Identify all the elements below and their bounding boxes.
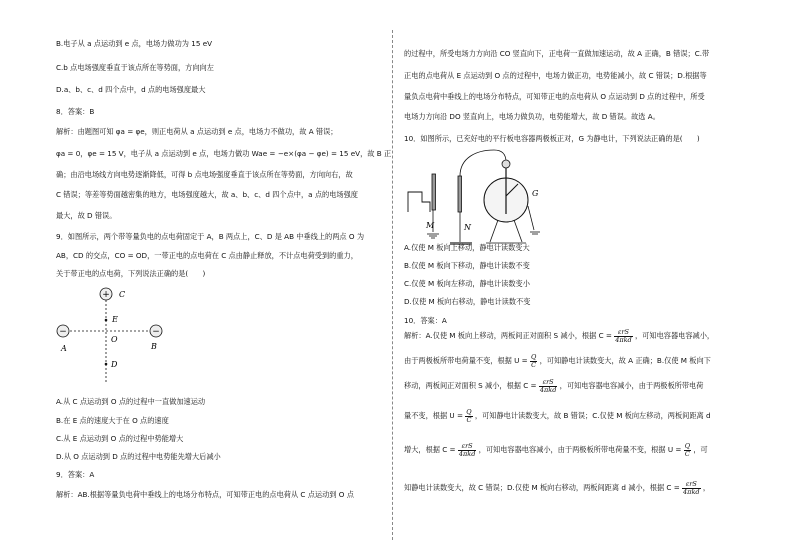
capacitance-formula: $\frac{\text{εrS}}{\text{4πkd}}$: [539, 378, 557, 394]
voltage-formula: $\frac{Q}{C}$: [530, 353, 537, 369]
option-a-q10: A.仅使 M 板向上移动，静电计读数变大: [404, 243, 530, 252]
plate-n: [458, 176, 462, 212]
question-9-line: 9．如图所示，两个带等量负电的点电荷固定于 A，B 两点上，C、D 是 AB 中垂线上的两点 O 为: [56, 232, 365, 241]
explanation-10-line: 增大，根据 C = $\frac{\text{εrS}}{\text{4πkd}}$ ，可知电容器电容减小，由于两极板所带电荷量不变，根据 U = $\frac{Q}{C}$ ，可: [404, 442, 708, 458]
plus-sign: +: [102, 290, 110, 300]
capacitor-figure: [406, 144, 556, 256]
point-e: [105, 319, 108, 322]
explanation-9-cont: 正电的点电荷从 E 点运动到 O 点的过程中，电场力做正功，电势能减小，故 C 错误；D.根据等: [404, 71, 707, 80]
explanation-9-cont: 量负点电荷中垂线上的电场分布特点，可知带正电的点电荷从 O 点运动到 D 点的过程中，所受: [404, 92, 705, 101]
column-divider: [392, 30, 393, 540]
question-9-line: 关于带正电的点电荷，下列说法正确的是( ): [56, 269, 206, 278]
explanation-10-line: 移动，两板间正对面积 S 减小，根据 C = $\frac{\text{εrS}}{\text{4πkd}}$ ，可知电容器电容减小，由于两极板所带电荷: [404, 378, 704, 394]
option-b-q9: B.在 E 点的速度大于在 O 点的速度: [56, 416, 169, 425]
answer-9: 9．答案：A: [56, 470, 95, 479]
capacitance-formula: $\frac{\text{εrS}}{\text{4πkd}}$: [615, 328, 632, 344]
option-c-q7: C.b 点电场强度垂直于该点所在等势面，方向向左: [56, 63, 214, 72]
explanation-10-line: 解析：A.仅使 M 板向上移动，两板间正对面积 S 减小，根据 C = $\frac{\text{εrS}}{\text{4πkd}}$ ，可知电容器电容减小，: [404, 328, 715, 344]
option-d-q9: D.从 O 点运动到 D 点的过程中电势能先增大后减小: [56, 452, 221, 461]
voltage-formula: $\frac{Q}{C}$: [466, 408, 472, 424]
option-c-q10: C.仅使 M 板向左移动，静电计读数变小: [404, 279, 530, 288]
label-n: N: [464, 223, 471, 232]
label-o: O: [111, 335, 118, 344]
charge-diagram: [56, 284, 186, 394]
option-d-q7: D.a、b、c、d 四个点中，d 点的电场强度最大: [56, 85, 206, 94]
question-10: 10．如图所示，已充好电的平行板电容器两极板正对，G 为静电计，下列说法正确的是( ): [404, 134, 700, 143]
minus-sign: −: [152, 327, 160, 337]
explanation-8-line: 解析：由题图可知 φa = φe，则正电荷从 a 点运动到 e 点，电场力不做功，故 A 错误；: [56, 127, 338, 136]
explanation-8-line: C 错误；等差等势面越密集的地方，电场强度越大，故 a、b、c、d 四个点中，a 点的电场强度: [56, 190, 358, 199]
explanation-10-line: 由于两极板所带电荷量不变，根据 U = $\frac{Q}{C}$ ，可知静电计读数变大，故 A 正确；B.仅使 M 板向下: [404, 353, 711, 369]
option-a-q9: A.从 C 点运动到 O 点的过程中一直做加速运动: [56, 397, 206, 406]
answer-10: 10．答案：A: [404, 316, 447, 325]
point-d: [105, 363, 108, 366]
connecting-wire: [460, 150, 506, 176]
explanation-8-line: φa = 0，φe = 15 V，电子从 a 点运动到 e 点，电场力做功 Wae = −e×(φa − φe) = 15 eV，故 B 正: [56, 149, 392, 158]
answer-8: 8．答案：B: [56, 107, 95, 116]
explanation-10-line: 量不变，根据 U = $\frac{Q}{C}$ ，可知静电计读数变大，故 B 错误；C.仅使 M 板向左移动，两板间距离 d: [404, 408, 711, 424]
capacitance-formula: $\frac{\text{εrS}}{\text{4πkd}}$: [458, 442, 476, 458]
option-b-q10: B.仅使 M 板向下移动，静电计读数不变: [404, 261, 530, 270]
label-b: B: [151, 342, 157, 351]
voltage-formula: $\frac{Q}{C}$: [684, 442, 691, 458]
label-g: G: [532, 189, 539, 198]
explanation-9-cont: 电场力方向沿 DO 竖直向上，电场力做负功，电势能增大，故 D 错误。故选 A。: [404, 112, 660, 121]
capacitance-formula: $\frac{\text{εrS}}{\text{4πkd}}$: [683, 480, 700, 496]
minus-sign: −: [59, 327, 67, 337]
explanation-8-line: 确；由沿电场线方向电势逐渐降低，可得 b 点电场强度垂直于该点所在等势面，方向向右，故: [56, 170, 353, 179]
plate-m: [432, 174, 436, 210]
option-d-q10: D.仅使 M 板向右移动，静电计读数不变: [404, 297, 531, 306]
explanation-8-line: 最大，故 D 错误。: [56, 211, 117, 220]
label-e: E: [112, 315, 118, 324]
explanation-9-cont: 的过程中，所受电场力方向沿 CO 竖直向下，正电荷一直做加速运动，故 A 正确，B 错误；C.带: [404, 49, 710, 58]
hand-outline: [408, 192, 430, 212]
label-m: M: [426, 221, 435, 230]
option-c-q9: C.从 E 点运动到 O 点的过程中势能增大: [56, 434, 184, 443]
explanation-9-line: 解析：AB.根据等量负电荷中垂线上的电场分布特点，可知带正电的点电荷从 C 点运动到 O 点: [56, 490, 354, 499]
option-b-q7: B.电子从 a 点运动到 e 点，电场力做功为 15 eV: [56, 39, 213, 48]
explanation-10-line: 知静电计读数变大，故 C 错误；D.仅使 M 板向右移动，两板间距离 d 减小，根据 C = $\frac{\text{εrS}}{\text{4πkd}}$ ，: [404, 480, 711, 496]
label-c: C: [119, 290, 126, 299]
label-a: A: [61, 344, 67, 353]
label-d: D: [111, 360, 118, 369]
question-9-line: AB，CD 的交点，CO = OD，一带正电的点电荷在 C 点由静止释放，不计点电荷受到的重力，: [56, 251, 358, 260]
